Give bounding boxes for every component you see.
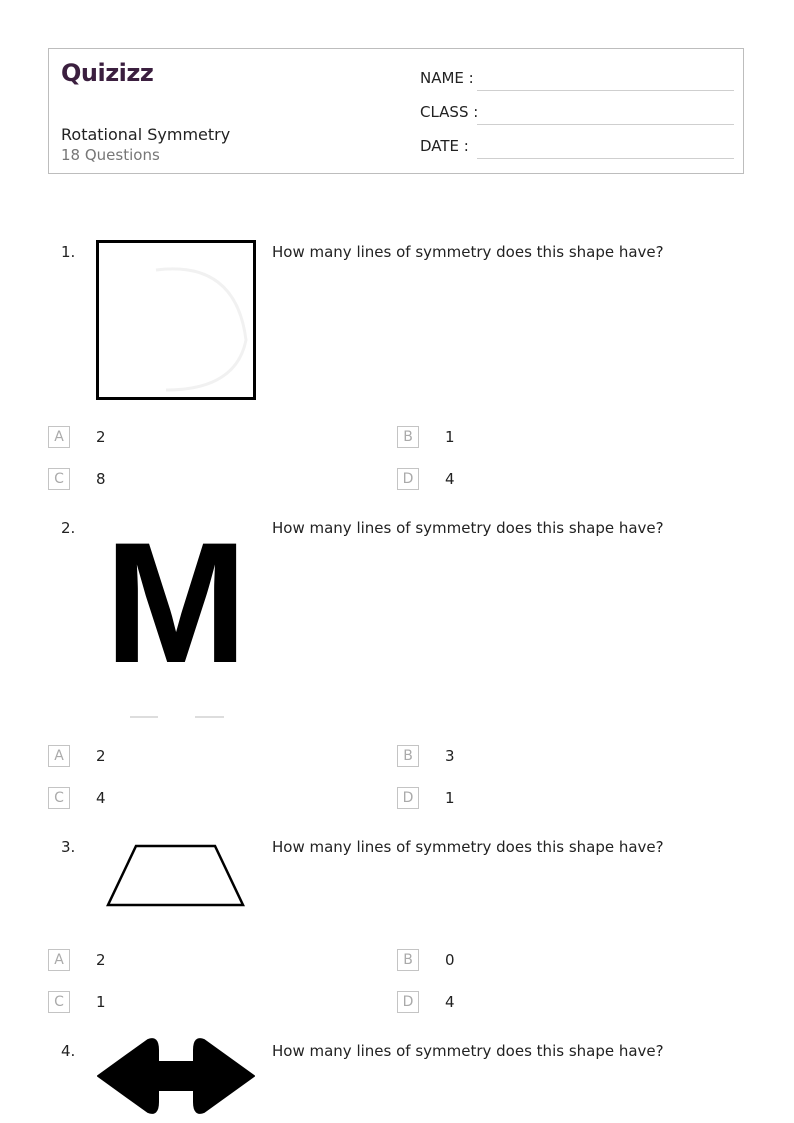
option-letter: D <box>397 991 419 1013</box>
class-label: CLASS : <box>420 103 479 121</box>
option-value: 4 <box>445 470 455 488</box>
question-number: 3. <box>61 838 76 856</box>
option-letter: A <box>48 426 70 448</box>
option-letter: D <box>397 787 419 809</box>
question-number: 1. <box>61 243 76 261</box>
option-value: 2 <box>96 428 106 446</box>
question-number: 4. <box>61 1042 76 1060</box>
letter-m-image <box>96 530 256 730</box>
option-value: 1 <box>445 428 455 446</box>
date-line[interactable] <box>477 158 734 159</box>
option-value: 1 <box>445 789 455 807</box>
option-value: 1 <box>96 993 106 1011</box>
question-text: How many lines of symmetry does this shape have? <box>272 243 664 261</box>
option-letter: C <box>48 991 70 1013</box>
name-line[interactable] <box>477 90 734 91</box>
worksheet-header <box>48 48 744 174</box>
question-text: How many lines of symmetry does this shape have? <box>272 519 664 537</box>
name-label: NAME : <box>420 69 474 87</box>
option-letter: B <box>397 426 419 448</box>
option-value: 0 <box>445 951 455 969</box>
square-shape-image <box>96 240 256 400</box>
option-value: 8 <box>96 470 106 488</box>
question-text: How many lines of symmetry does this shape have? <box>272 838 664 856</box>
trapezoid-shape-image <box>96 840 256 912</box>
option-letter: B <box>397 949 419 971</box>
worksheet-title: Rotational Symmetry <box>61 125 231 144</box>
question-number: 2. <box>61 519 76 537</box>
quizizz-logo: Quizizz <box>61 59 154 87</box>
letter-m-glyph: M <box>104 530 248 699</box>
date-label: DATE : <box>420 137 469 155</box>
option-letter: A <box>48 745 70 767</box>
class-line[interactable] <box>477 124 734 125</box>
option-value: 4 <box>445 993 455 1011</box>
option-letter: A <box>48 949 70 971</box>
option-letter: D <box>397 468 419 490</box>
option-letter: C <box>48 787 70 809</box>
name-field[interactable] <box>420 69 734 91</box>
question-count: 18 Questions <box>61 146 160 164</box>
option-value: 4 <box>96 789 106 807</box>
option-value: 2 <box>96 747 106 765</box>
date-field[interactable] <box>420 137 734 159</box>
option-letter: C <box>48 468 70 490</box>
double-arrow-shape-image <box>96 1038 256 1114</box>
question-text: How many lines of symmetry does this shape have? <box>272 1042 664 1060</box>
class-field[interactable] <box>420 103 734 125</box>
option-letter: B <box>397 745 419 767</box>
option-value: 2 <box>96 951 106 969</box>
option-value: 3 <box>445 747 455 765</box>
